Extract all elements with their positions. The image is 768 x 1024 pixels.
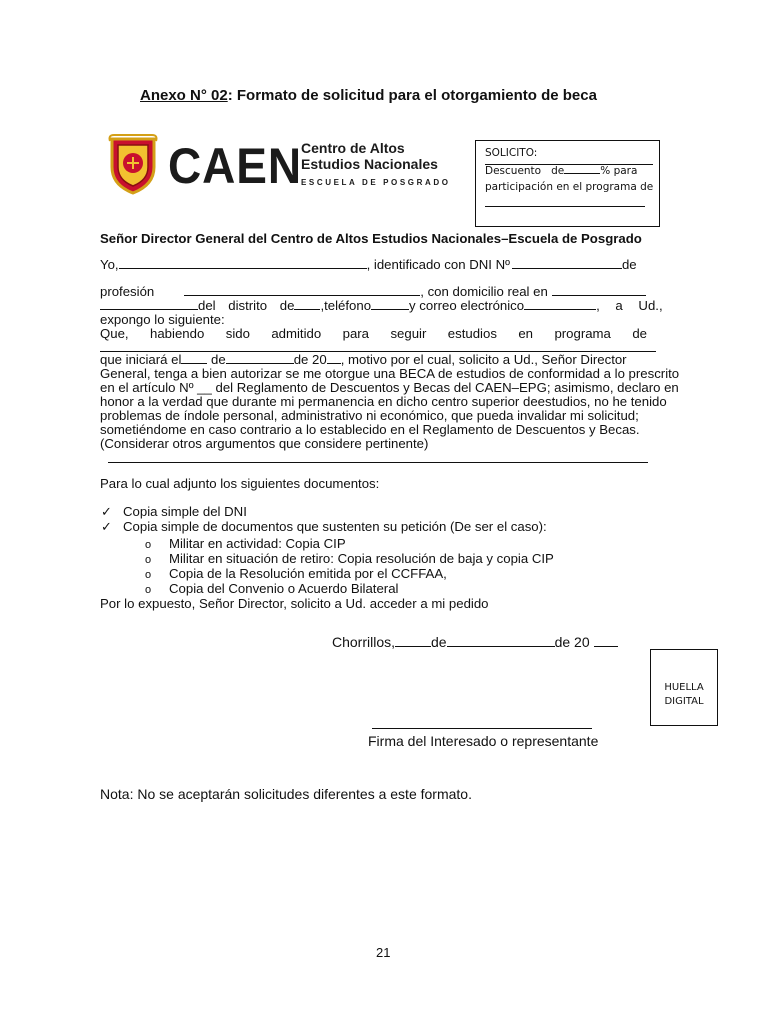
signature-line[interactable] xyxy=(372,728,592,729)
para-line-4: problemas de índole personal, administrativo ni económico, que pueda invalidar mi solicitud; xyxy=(100,408,639,423)
mes-blank[interactable] xyxy=(226,363,294,364)
logo-line3: ESCUELA DE POSGRADO xyxy=(301,178,451,187)
subdoc-item: Copia del Convenio o Acuerdo Bilateral xyxy=(169,581,399,596)
logo-line2: Estudios Nacionales xyxy=(301,156,438,172)
yo-line: Yo, , identificado con DNI Nº de xyxy=(100,257,637,272)
expongo-line: expongo lo siguiente: xyxy=(100,312,225,327)
solicito-label: SOLICITO: xyxy=(485,147,538,159)
circle-bullet-icon: o xyxy=(145,584,152,596)
subdoc-item: Militar en situación de retiro: Copia resolución de baja y copia CIP xyxy=(169,551,554,566)
check-icon: ✓ xyxy=(101,504,113,519)
digital-label: DIGITAL xyxy=(664,696,704,707)
caen-acronym: CAEN xyxy=(168,138,303,194)
solicito-line2: participación en el programa de xyxy=(485,181,654,193)
date-year-blank[interactable] xyxy=(594,646,618,647)
para-line-3: honor a la verdad que durante mi permanencia en dicho centro superior deestudios, no he tenido xyxy=(100,394,667,409)
solicito-box xyxy=(475,140,660,227)
doc-item: Copia simple del DNI xyxy=(123,504,247,519)
signature-label: Firma del Interesado o representante xyxy=(368,733,599,749)
anio-blank[interactable] xyxy=(327,363,341,364)
profesion-line: profesión , con domicilio real en xyxy=(100,285,668,300)
que-line: Que, habiendo sido admitido para seguir estudios en programa de xyxy=(100,326,647,341)
iniciara-line: que iniciará el de de 20 , motivo por el cual, solicito a Ud., Señor Director xyxy=(100,352,627,367)
profesion-blank[interactable] xyxy=(184,295,420,296)
title-text: : Formato de solicitud para el otorgamiento de beca xyxy=(227,87,597,104)
annex-label: Anexo N° 02 xyxy=(140,87,228,104)
caen-logo xyxy=(108,133,451,199)
dni-blank[interactable] xyxy=(512,268,622,269)
closing-line: Por lo expuesto, Señor Director, solicito a Ud. acceder a mi pedido xyxy=(100,596,489,611)
docs-intro: Para lo cual adjunto los siguientes documentos: xyxy=(100,476,380,491)
dia-blank[interactable] xyxy=(181,363,207,364)
date-day-blank[interactable] xyxy=(395,646,431,647)
huella-digital-box xyxy=(650,649,718,726)
para-line-5: sometiéndome en caso contrario a lo establecido en el Reglamento de Descuentos y Becas. xyxy=(100,422,640,437)
name-blank[interactable] xyxy=(119,268,367,269)
check-icon: ✓ xyxy=(101,519,113,534)
domicilio-blank[interactable] xyxy=(552,295,646,296)
logo-line1: Centro de Altos xyxy=(301,140,405,156)
solicito-line1: Descuento de % para xyxy=(485,165,638,177)
circle-bullet-icon: o xyxy=(145,569,152,581)
huella-label: HUELLA xyxy=(664,682,704,693)
percent-blank[interactable] xyxy=(564,173,600,174)
page-number: 21 xyxy=(376,945,391,960)
nota-text: Nota: No se aceptarán solicitudes diferentes a este formato. xyxy=(100,786,472,802)
date-month-blank[interactable] xyxy=(447,646,555,647)
subdoc-item: Militar en actividad: Copia CIP xyxy=(169,536,346,551)
para-line-1: General, tenga a bien autorizar se me otorgue una BECA de estudios de conformidad a lo prescrito xyxy=(100,366,680,381)
date-line: Chorrillos, de de 20 xyxy=(332,634,618,650)
para-line-2: en el artículo Nº __ del Reglamento de Descuentos y Becas del CAEN–EPG; asimismo, declaro en xyxy=(100,380,679,395)
page-title xyxy=(140,87,597,104)
addressee: Señor Director General del Centro de Altos Estudios Nacionales–Escuela de Posgrado xyxy=(100,231,642,246)
telefono-blank[interactable] xyxy=(371,309,409,310)
circle-bullet-icon: o xyxy=(145,539,152,551)
para-line-6: (Considerar otros argumentos que considere pertinente) xyxy=(100,436,429,451)
domicilio-blank-2[interactable] xyxy=(100,309,198,310)
caen-shield-icon xyxy=(108,133,158,195)
subdoc-item: Copia de la Resolución emitida por el CCFFAA, xyxy=(169,566,447,581)
distrito-blank[interactable] xyxy=(294,309,320,310)
circle-bullet-icon: o xyxy=(145,554,152,566)
doc-item: Copia simple de documentos que sustenten su petición (De ser el caso): xyxy=(123,519,547,534)
distrito-line: del distrito de ,teléfono y correo electrónico , a Ud., xyxy=(100,299,668,314)
argumentos-blank[interactable] xyxy=(108,462,648,463)
correo-blank[interactable] xyxy=(524,309,596,310)
program-blank[interactable] xyxy=(485,206,645,207)
